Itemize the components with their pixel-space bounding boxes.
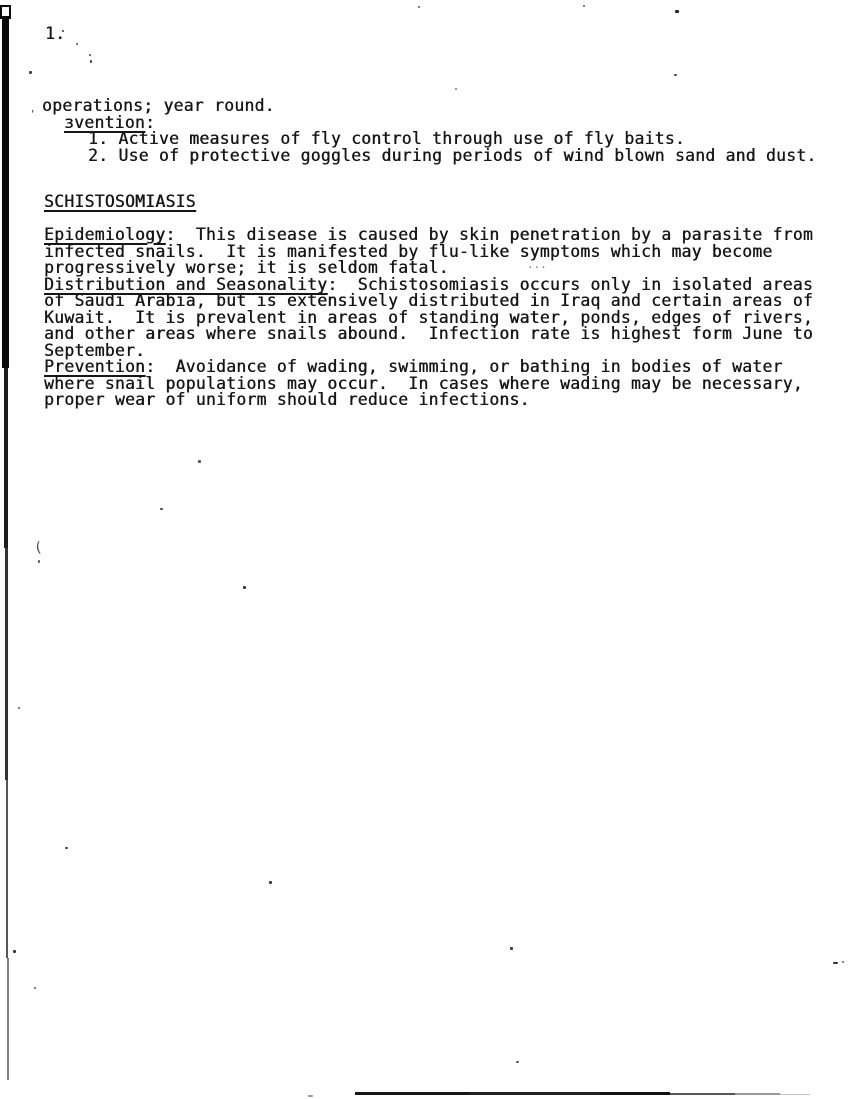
text-line: of Saudi Arabia, but is extensively distributed in Iraq and certain areas of [44, 291, 813, 310]
text-line: Distribution and Seasonality: Schistosomiasis occurs only in isolated areas [44, 275, 813, 294]
text-line: where snail populations may occur. In cases where wading may be necessary, [44, 374, 803, 393]
stray-mark: ( [33, 539, 44, 557]
text-line: September. [44, 341, 146, 360]
text-line: proper wear of uniform should reduce infections. [44, 390, 530, 409]
text-line: and other areas where snails abound. Infection rate is highest form June to [44, 324, 813, 343]
list-item: 2. Use of protective goggles during periods of wind blown sand and dust. [88, 146, 817, 165]
page-number: 1. [45, 24, 66, 43]
text-line: Epidemiology: This disease is caused by skin penetration by a parasite from [44, 225, 813, 244]
text-line: operations; year round. [42, 96, 275, 115]
list-item: 1. Active measures of fly control through use of fly baits. [88, 129, 685, 148]
heading-schistosomiasis: SCHISTOSOMIASIS [44, 192, 196, 211]
text-line: Prevention: Avoidance of wading, swimming, or bathing in bodies of water [44, 357, 783, 376]
text-line: Kuwait. It is prevalent in areas of standing water, ponds, edges of rivers, [44, 308, 813, 327]
stray-mark: ... [527, 258, 547, 271]
stray-mark: ′ [27, 107, 41, 125]
text-line: progressively worse; it is seldom fatal. [44, 258, 449, 277]
text-line: infected snails. It is manifested by flu-like symptoms which may become [44, 242, 773, 261]
heading-prevention-flies: ɜvention: [64, 113, 156, 132]
